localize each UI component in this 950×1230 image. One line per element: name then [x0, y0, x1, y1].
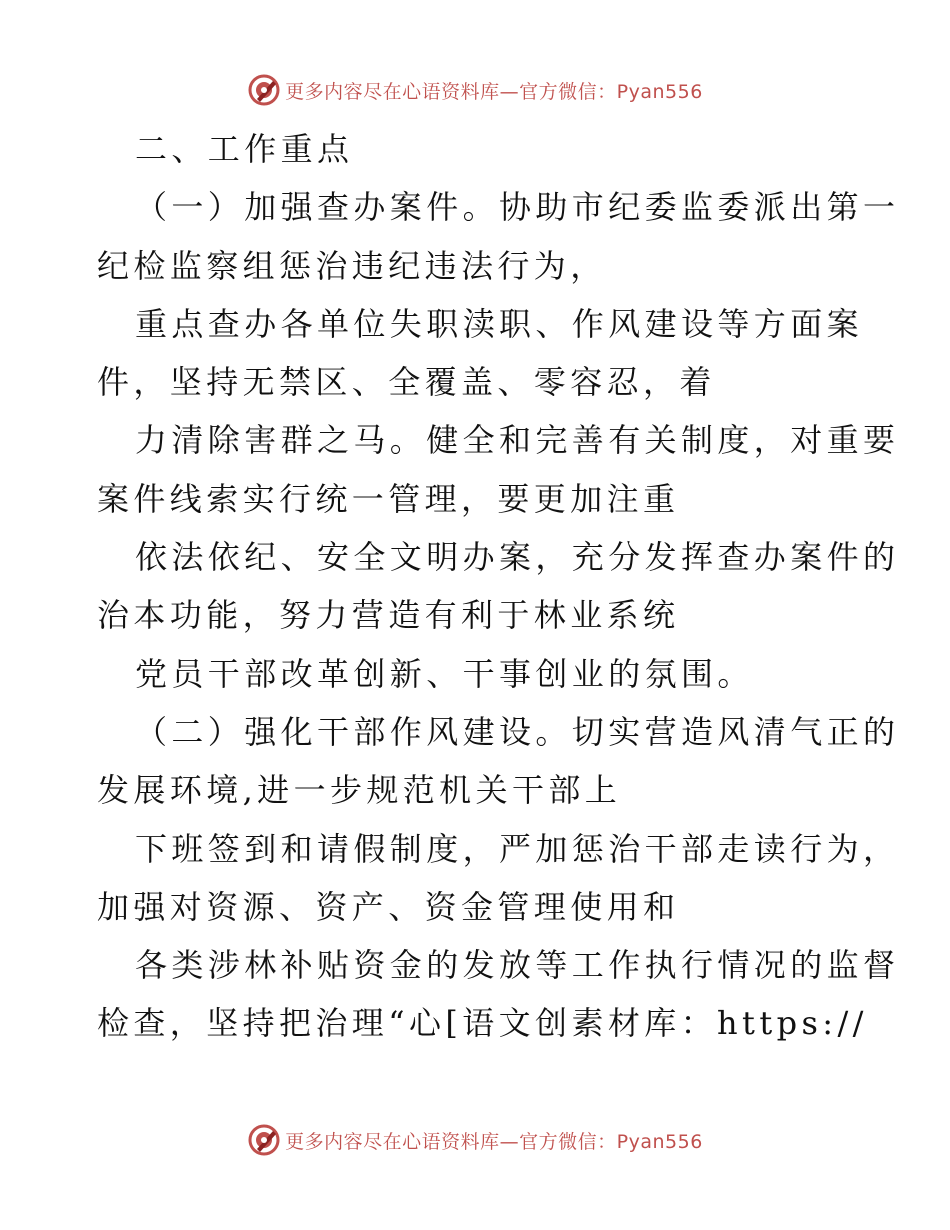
paragraph-line: 力清除害群之马。健全和完善有关制度，对重要: [135, 421, 900, 460]
paragraph-line: 下班签到和请假制度，严加惩治干部走读行为，: [135, 829, 900, 868]
pen-logo-icon: [247, 73, 281, 107]
paragraph-line: 党员干部改革创新、干事创业的氛围。: [135, 654, 754, 693]
paragraph-line: 纪检监察组惩治违纪违法行为，: [97, 246, 607, 285]
paragraph-line: 重点查办各单位失职渎职、作风建设等方面案: [135, 304, 864, 343]
document-body: [97, 120, 900, 1053]
paragraph-line: 件，坚持无禁区、全覆盖、零容忍，着: [97, 363, 716, 402]
footer-watermark-text: 更多内容尽在心语资料库—官方微信：Pyan556: [285, 1130, 703, 1153]
section-heading: 二、工作重点: [135, 130, 354, 168]
paragraph-line: 检查，坚持把治理“心[语文创素材库：https://: [97, 1004, 868, 1043]
paragraph-line: 案件线索实行统一管理，要更加注重: [97, 479, 680, 518]
paragraph-line: （二）强化干部作风建设。切实营造风清气正的: [135, 712, 900, 751]
paragraph-line: 发展环境,进一步规范机关干部上: [97, 771, 622, 810]
paragraph-line: 加强对资源、资产、资金管理使用和: [97, 887, 680, 926]
paragraph-line: 依法依纪、安全文明办案，充分发挥查办案件的: [135, 538, 900, 577]
header-watermark-text: 更多内容尽在心语资料库—官方微信：Pyan556: [285, 80, 703, 103]
footer-watermark: [0, 1120, 950, 1160]
paragraph-line: （一）加强查办案件。协助市纪委监委派出第一: [135, 188, 900, 227]
pen-logo-icon: [247, 1123, 281, 1157]
paragraph-line: 治本功能，努力营造有利于林业系统: [97, 596, 680, 635]
header-watermark: [0, 70, 950, 110]
paragraph-line: 各类涉林补贴资金的发放等工作执行情况的监督: [135, 946, 900, 985]
